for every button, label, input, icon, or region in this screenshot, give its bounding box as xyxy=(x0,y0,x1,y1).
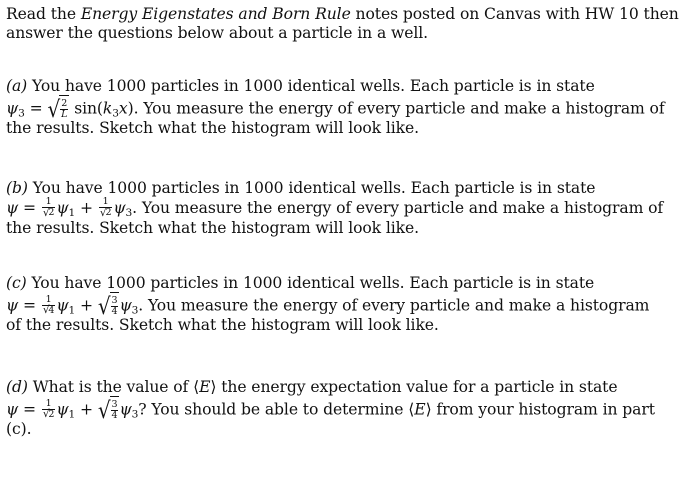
coefficient-numerator: 1 xyxy=(42,197,56,208)
psi-symbol: ψ xyxy=(56,296,69,315)
psi-symbol: ψ xyxy=(56,400,69,419)
psi-subscript: 1 xyxy=(68,408,76,421)
equals-sign: = xyxy=(18,296,41,315)
intro-text: Read the xyxy=(6,5,81,23)
fraction-numerator: 2 xyxy=(61,97,68,109)
fraction xyxy=(111,400,119,421)
coefficient-1 xyxy=(42,197,56,219)
intro-line-1 xyxy=(6,5,685,24)
part-d-line-3: (c). xyxy=(6,420,32,438)
coefficient-numerator: 1 xyxy=(42,399,56,410)
part-d-text-tail-post: from your histogram in part xyxy=(431,400,655,419)
radicand: 2 xyxy=(48,408,55,420)
psi-symbol: ψ xyxy=(6,199,19,217)
part-a-text: You have 1000 particles in 1000 identical wells. Each particle is in state xyxy=(32,77,595,95)
radicand: 2 xyxy=(48,207,55,218)
part-a-line-3: the results. Sketch what the histogram will look like. xyxy=(6,119,419,137)
coefficient-denominator: √2 xyxy=(42,408,55,420)
fraction-denominator: 4 xyxy=(111,409,118,421)
psi-symbol: ψ xyxy=(113,199,126,217)
sin-function: sin( xyxy=(69,99,103,118)
fraction-numerator: 3 xyxy=(111,294,118,306)
part-d-equation-line: ψ = $\frac{1}{√2}$ $\psi_1$ + √ $\frac{3}{4}$ $\psi_3$? You should be able to determine ⟨E⟩ from your histogram in part xyxy=(6,395,655,424)
equals-sign: = xyxy=(24,99,48,118)
radicand: 4 xyxy=(48,304,55,316)
psi-symbol: ψ xyxy=(6,400,19,419)
part-c-line-3: of the results. Sketch what the histogram will look like. xyxy=(6,316,439,334)
length-symbol: L xyxy=(61,108,68,120)
part-b-text-tail: . You measure the energy of every particle and make a histogram of xyxy=(132,199,664,217)
psi-symbol: ψ xyxy=(6,99,19,118)
sqrt-3-over-4: √ $\frac{3}{4}$ xyxy=(97,291,118,320)
coefficient-denominator: √2 xyxy=(99,206,112,219)
fraction-denominator: 4 xyxy=(111,305,118,317)
psi-symbol: ψ xyxy=(119,400,132,419)
fraction xyxy=(60,99,68,120)
part-a-text-tail: You measure the energy of every particle and make a histogram of xyxy=(138,99,665,118)
energy-symbol: E xyxy=(199,378,211,396)
psi-subscript: 3 xyxy=(131,408,139,421)
energy-symbol: E xyxy=(414,400,426,419)
coefficient-1 xyxy=(42,295,56,317)
fraction-numerator: 3 xyxy=(111,398,118,410)
notes-title: Energy Eigenstates and Born Rule xyxy=(80,5,351,23)
part-c-label: (c) xyxy=(6,274,27,292)
part-b-line-3: the results. Sketch what the histogram will look like. xyxy=(6,219,419,237)
plus-sign: + xyxy=(75,400,98,419)
plus-sign: + xyxy=(75,199,98,217)
psi-subscript: 3 xyxy=(18,107,25,120)
part-a xyxy=(6,77,685,138)
plus-sign: + xyxy=(75,296,98,315)
intro-line-2: answer the questions below about a particle in a well. xyxy=(6,24,429,42)
equals-sign: = xyxy=(18,199,41,217)
part-b xyxy=(6,179,685,238)
part-b-equation-line xyxy=(6,198,685,219)
part-c-equation-line xyxy=(6,293,685,318)
coefficient-1 xyxy=(42,399,56,421)
k-symbol: k xyxy=(102,99,113,118)
part-b-text: You have 1000 particles in 1000 identical wells. Each particle is in state xyxy=(32,179,596,197)
coefficient-denominator: √4 xyxy=(42,304,55,316)
part-d-text-tail: ? You should be able to determine xyxy=(138,400,409,419)
psi-symbol: ψ xyxy=(119,296,132,315)
coefficient-numerator: 1 xyxy=(99,197,113,208)
part-c-text: You have 1000 particles in 1000 identical wells. Each particle is in state xyxy=(31,274,595,292)
sqrt-2-over-L: √ $\frac{2}{L}$ xyxy=(47,94,68,123)
sqrt-3-over-4: √ $\frac{3}{4}$ xyxy=(97,395,118,424)
coefficient-3 xyxy=(99,197,113,219)
radicand: 2 xyxy=(105,207,112,218)
coefficient-numerator: 1 xyxy=(42,295,56,306)
x-symbol: x xyxy=(118,99,128,118)
part-a-label: (a) xyxy=(6,77,28,95)
intro-paragraph xyxy=(6,5,685,43)
psi-subscript: 1 xyxy=(68,304,76,317)
part-d-line-1: (d) What is the value of ⟨E⟩ the energy expectation value for a particle in state xyxy=(6,378,618,396)
psi-subscript: 3 xyxy=(125,207,133,220)
part-c-line-1 xyxy=(6,274,685,293)
fraction xyxy=(111,296,119,317)
k-subscript: 3 xyxy=(112,107,119,120)
part-c xyxy=(6,274,685,335)
psi-symbol: ψ xyxy=(6,296,19,315)
psi-subscript: 1 xyxy=(68,207,76,220)
psi-symbol: ψ xyxy=(56,199,69,217)
part-d-text-post: the energy expectation value for a particle in state xyxy=(216,378,618,396)
part-a-equation-line xyxy=(6,96,685,121)
part-c-text-tail: . You measure the energy of every particle and make a histogram xyxy=(138,296,650,315)
coefficient-denominator: √2 xyxy=(42,206,55,219)
part-d-text: What is the value of xyxy=(32,378,194,396)
intro-text-post: notes posted on Canvas with HW 10 then xyxy=(350,5,679,23)
close-paren: ). xyxy=(127,99,139,118)
equals-sign: = xyxy=(18,400,41,419)
psi-subscript: 3 xyxy=(131,304,139,317)
part-b-label: (b) xyxy=(6,179,28,197)
part-a-line-1 xyxy=(6,77,685,96)
part-d-label: (d) xyxy=(6,378,28,396)
part-d xyxy=(6,378,685,439)
fraction-denominator xyxy=(60,110,68,120)
